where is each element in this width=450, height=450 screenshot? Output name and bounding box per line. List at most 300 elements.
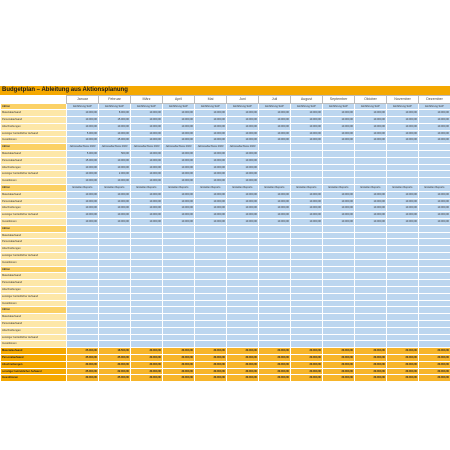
value-cell[interactable] (131, 293, 163, 300)
value-cell[interactable] (419, 273, 450, 280)
action-name-cell[interactable] (259, 307, 291, 314)
action-name-cell[interactable]: Erstellen Reports (195, 185, 227, 192)
value-cell[interactable] (227, 239, 259, 246)
value-cell[interactable] (419, 327, 450, 334)
value-cell[interactable]: 10.000,00 (131, 219, 163, 226)
value-cell[interactable]: 10.000,00 (195, 130, 227, 137)
value-cell[interactable] (419, 259, 450, 266)
value-cell[interactable] (419, 178, 450, 185)
action-name-cell[interactable]: Erstellen Reports (291, 185, 323, 192)
action-name-cell[interactable] (355, 266, 387, 273)
value-cell[interactable] (163, 232, 195, 239)
value-cell[interactable] (131, 259, 163, 266)
value-cell[interactable]: 10.000,00 (259, 117, 291, 124)
value-cell[interactable] (195, 334, 227, 341)
action-name-cell[interactable] (291, 225, 323, 232)
value-cell[interactable]: 10.000,00 (323, 198, 355, 205)
value-cell[interactable] (419, 246, 450, 253)
value-cell[interactable]: 15.000,00 (67, 157, 99, 164)
value-cell[interactable]: 10.000,00 (195, 157, 227, 164)
value-cell[interactable] (291, 280, 323, 287)
action-name-cell[interactable] (291, 144, 323, 151)
value-cell[interactable] (131, 273, 163, 280)
action-name-cell[interactable]: Einführung SAP (99, 103, 131, 110)
value-cell[interactable]: 10.000,00 (323, 117, 355, 124)
value-cell[interactable] (323, 273, 355, 280)
action-name-cell[interactable]: Erstellen Reports (419, 185, 450, 192)
value-cell[interactable] (195, 287, 227, 294)
value-cell[interactable]: 10.000,00 (323, 123, 355, 130)
value-cell[interactable] (99, 287, 131, 294)
value-cell[interactable]: 10.000,00 (195, 178, 227, 185)
month-header-10[interactable]: Oktober (355, 96, 387, 104)
value-cell[interactable] (355, 246, 387, 253)
value-cell[interactable]: 10.000,00 (67, 123, 99, 130)
action-name-cell[interactable] (163, 307, 195, 314)
value-cell[interactable] (387, 239, 419, 246)
value-cell[interactable]: 10.000,00 (67, 219, 99, 226)
value-cell[interactable] (163, 287, 195, 294)
value-cell[interactable] (163, 334, 195, 341)
value-cell[interactable]: 10.000,00 (291, 219, 323, 226)
value-cell[interactable] (323, 259, 355, 266)
action-name-cell[interactable] (195, 307, 227, 314)
value-cell[interactable] (291, 246, 323, 253)
value-cell[interactable] (419, 314, 450, 321)
value-cell[interactable] (323, 334, 355, 341)
value-cell[interactable] (419, 239, 450, 246)
value-cell[interactable]: 10.000,00 (291, 198, 323, 205)
value-cell[interactable] (291, 314, 323, 321)
value-cell[interactable] (291, 334, 323, 341)
value-cell[interactable]: 10.000,00 (355, 198, 387, 205)
value-cell[interactable] (259, 280, 291, 287)
value-cell[interactable]: 10.000,00 (259, 137, 291, 144)
value-cell[interactable]: 10.000,00 (163, 171, 195, 178)
value-cell[interactable]: 10.000,00 (291, 212, 323, 219)
value-cell[interactable] (195, 259, 227, 266)
value-cell[interactable] (67, 232, 99, 239)
action-name-cell[interactable]: Einführung SAP (291, 103, 323, 110)
value-cell[interactable]: 10.000,00 (227, 130, 259, 137)
value-cell[interactable] (291, 164, 323, 171)
value-cell[interactable] (419, 151, 450, 158)
value-cell[interactable]: 10.000,00 (259, 191, 291, 198)
value-cell[interactable]: 10.000,00 (195, 171, 227, 178)
value-cell[interactable] (323, 239, 355, 246)
value-cell[interactable] (99, 334, 131, 341)
month-header-9[interactable]: September (323, 96, 355, 104)
value-cell[interactable]: 10.000,00 (227, 219, 259, 226)
action-name-cell[interactable] (355, 144, 387, 151)
month-header-11[interactable]: November (387, 96, 419, 104)
value-cell[interactable]: 15.000,00 (99, 117, 131, 124)
value-cell[interactable]: 5.000,00 (67, 151, 99, 158)
action-name-cell[interactable]: Einführung SAP (259, 103, 291, 110)
value-cell[interactable] (227, 273, 259, 280)
value-cell[interactable] (291, 273, 323, 280)
value-cell[interactable]: 10.000,00 (227, 212, 259, 219)
value-cell[interactable]: 10.000,00 (419, 137, 450, 144)
value-cell[interactable] (163, 293, 195, 300)
value-cell[interactable]: 10.000,00 (67, 171, 99, 178)
value-cell[interactable]: 10.000,00 (195, 151, 227, 158)
action-name-cell[interactable] (163, 225, 195, 232)
action-name-cell[interactable] (99, 225, 131, 232)
value-cell[interactable] (291, 178, 323, 185)
value-cell[interactable]: 10.000,00 (387, 205, 419, 212)
value-cell[interactable] (259, 259, 291, 266)
value-cell[interactable]: 10.000,00 (99, 130, 131, 137)
value-cell[interactable]: 10.000,00 (259, 130, 291, 137)
value-cell[interactable] (291, 232, 323, 239)
month-header-2[interactable]: Februar (99, 96, 131, 104)
action-name-cell[interactable] (291, 266, 323, 273)
value-cell[interactable] (259, 246, 291, 253)
action-name-cell[interactable]: Erstellen Reports (99, 185, 131, 192)
action-name-cell[interactable]: Jahresabschluss 2023 (131, 144, 163, 151)
action-name-cell[interactable]: Erstellen Reports (227, 185, 259, 192)
value-cell[interactable]: 10.000,00 (323, 219, 355, 226)
value-cell[interactable]: 10.000,00 (419, 198, 450, 205)
value-cell[interactable]: 10.000,00 (323, 205, 355, 212)
value-cell[interactable] (99, 253, 131, 260)
value-cell[interactable]: 10.000,00 (259, 212, 291, 219)
value-cell[interactable]: 10.000,00 (67, 198, 99, 205)
action-name-cell[interactable] (323, 225, 355, 232)
value-cell[interactable]: 10.000,00 (419, 110, 450, 117)
value-cell[interactable]: 10.000,00 (99, 219, 131, 226)
value-cell[interactable] (419, 280, 450, 287)
value-cell[interactable]: 10.000,00 (163, 151, 195, 158)
value-cell[interactable]: 10.000,00 (163, 212, 195, 219)
value-cell[interactable] (67, 321, 99, 328)
value-cell[interactable] (355, 273, 387, 280)
action-name-cell[interactable]: Erstellen Reports (355, 185, 387, 192)
value-cell[interactable] (355, 259, 387, 266)
value-cell[interactable] (259, 341, 291, 348)
value-cell[interactable] (99, 293, 131, 300)
value-cell[interactable]: 10.000,00 (291, 205, 323, 212)
value-cell[interactable] (355, 293, 387, 300)
action-name-cell[interactable] (67, 266, 99, 273)
action-name-cell[interactable] (259, 225, 291, 232)
action-name-cell[interactable] (419, 307, 450, 314)
value-cell[interactable] (227, 232, 259, 239)
value-cell[interactable] (227, 300, 259, 307)
value-cell[interactable]: 10.000,00 (355, 110, 387, 117)
value-cell[interactable]: 10.000,00 (131, 164, 163, 171)
value-cell[interactable]: 10.000,00 (195, 110, 227, 117)
value-cell[interactable] (387, 314, 419, 321)
value-cell[interactable] (419, 334, 450, 341)
value-cell[interactable] (163, 253, 195, 260)
value-cell[interactable] (259, 273, 291, 280)
value-cell[interactable] (227, 259, 259, 266)
value-cell[interactable]: 500,00 (99, 151, 131, 158)
value-cell[interactable] (195, 253, 227, 260)
action-name-cell[interactable]: Jahresabschluss 2023 (163, 144, 195, 151)
value-cell[interactable] (131, 341, 163, 348)
value-cell[interactable]: 10.000,00 (163, 198, 195, 205)
value-cell[interactable]: 10.000,00 (259, 219, 291, 226)
value-cell[interactable] (195, 239, 227, 246)
value-cell[interactable] (227, 287, 259, 294)
value-cell[interactable] (131, 253, 163, 260)
action-name-cell[interactable]: Jahresabschluss 2023 (195, 144, 227, 151)
value-cell[interactable]: 10.000,00 (259, 110, 291, 117)
value-cell[interactable] (99, 239, 131, 246)
value-cell[interactable] (227, 280, 259, 287)
value-cell[interactable]: 10.000,00 (387, 212, 419, 219)
value-cell[interactable] (387, 246, 419, 253)
value-cell[interactable]: 10.000,00 (323, 212, 355, 219)
value-cell[interactable]: 10.000,00 (131, 137, 163, 144)
action-name-cell[interactable] (131, 266, 163, 273)
value-cell[interactable]: 10.000,00 (291, 110, 323, 117)
action-name-cell[interactable] (323, 307, 355, 314)
value-cell[interactable] (355, 239, 387, 246)
value-cell[interactable]: 10.000,00 (195, 205, 227, 212)
value-cell[interactable]: 10.000,00 (195, 123, 227, 130)
value-cell[interactable] (259, 171, 291, 178)
value-cell[interactable] (355, 300, 387, 307)
action-name-cell[interactable]: Erstellen Reports (131, 185, 163, 192)
value-cell[interactable]: 10.000,00 (67, 191, 99, 198)
action-name-cell[interactable]: Jahresabschluss 2023 (99, 144, 131, 151)
value-cell[interactable] (67, 280, 99, 287)
value-cell[interactable]: 10.000,00 (227, 198, 259, 205)
value-cell[interactable]: 5.000,00 (67, 130, 99, 137)
value-cell[interactable] (99, 327, 131, 334)
value-cell[interactable] (195, 246, 227, 253)
value-cell[interactable] (195, 273, 227, 280)
value-cell[interactable] (227, 246, 259, 253)
value-cell[interactable]: 10.000,00 (355, 219, 387, 226)
action-name-cell[interactable] (67, 307, 99, 314)
value-cell[interactable]: 10.000,00 (355, 123, 387, 130)
value-cell[interactable] (355, 178, 387, 185)
value-cell[interactable] (99, 246, 131, 253)
value-cell[interactable] (227, 341, 259, 348)
value-cell[interactable] (259, 239, 291, 246)
value-cell[interactable] (195, 327, 227, 334)
action-name-cell[interactable]: Einführung SAP (67, 103, 99, 110)
value-cell[interactable]: 10.000,00 (419, 123, 450, 130)
value-cell[interactable] (291, 300, 323, 307)
value-cell[interactable]: 10.000,00 (227, 178, 259, 185)
value-cell[interactable]: 10.000,00 (131, 157, 163, 164)
value-cell[interactable] (291, 253, 323, 260)
value-cell[interactable] (163, 246, 195, 253)
action-name-cell[interactable]: Erstellen Reports (67, 185, 99, 192)
value-cell[interactable]: 10.000,00 (419, 117, 450, 124)
value-cell[interactable] (163, 321, 195, 328)
value-cell[interactable]: 10.000,00 (227, 191, 259, 198)
month-header-12[interactable]: Dezember (419, 96, 450, 104)
value-cell[interactable]: 10.000,00 (259, 123, 291, 130)
value-cell[interactable]: 10.000,00 (195, 137, 227, 144)
action-name-cell[interactable]: Einführung SAP (355, 103, 387, 110)
value-cell[interactable] (99, 273, 131, 280)
value-cell[interactable]: 8.000,00 (99, 110, 131, 117)
value-cell[interactable] (291, 293, 323, 300)
value-cell[interactable] (259, 151, 291, 158)
value-cell[interactable] (387, 287, 419, 294)
value-cell[interactable] (323, 246, 355, 253)
value-cell[interactable] (99, 314, 131, 321)
action-name-cell[interactable] (131, 307, 163, 314)
value-cell[interactable] (131, 314, 163, 321)
value-cell[interactable]: 10.000,00 (291, 191, 323, 198)
value-cell[interactable] (163, 259, 195, 266)
action-name-cell[interactable]: Jahresabschluss 2023 (67, 144, 99, 151)
value-cell[interactable]: 10.000,00 (291, 130, 323, 137)
action-name-cell[interactable] (227, 307, 259, 314)
action-name-cell[interactable] (67, 225, 99, 232)
value-cell[interactable] (131, 232, 163, 239)
value-cell[interactable]: 10.000,00 (67, 137, 99, 144)
value-cell[interactable] (323, 178, 355, 185)
value-cell[interactable] (227, 314, 259, 321)
value-cell[interactable]: 10.000,00 (195, 219, 227, 226)
value-cell[interactable] (259, 327, 291, 334)
value-cell[interactable]: 10.000,00 (387, 219, 419, 226)
value-cell[interactable] (291, 151, 323, 158)
value-cell[interactable] (355, 171, 387, 178)
value-cell[interactable] (355, 327, 387, 334)
value-cell[interactable] (227, 327, 259, 334)
value-cell[interactable] (99, 280, 131, 287)
value-cell[interactable]: 10.000,00 (323, 137, 355, 144)
value-cell[interactable] (163, 341, 195, 348)
value-cell[interactable] (131, 300, 163, 307)
action-name-cell[interactable] (387, 307, 419, 314)
value-cell[interactable] (67, 300, 99, 307)
value-cell[interactable] (163, 239, 195, 246)
value-cell[interactable] (227, 321, 259, 328)
value-cell[interactable] (259, 164, 291, 171)
value-cell[interactable] (419, 164, 450, 171)
value-cell[interactable] (355, 232, 387, 239)
value-cell[interactable]: 10.000,00 (227, 205, 259, 212)
value-cell[interactable] (163, 314, 195, 321)
action-name-cell[interactable] (419, 225, 450, 232)
value-cell[interactable]: 10.000,00 (227, 157, 259, 164)
action-name-cell[interactable] (291, 307, 323, 314)
value-cell[interactable] (163, 273, 195, 280)
value-cell[interactable]: 10.000,00 (355, 130, 387, 137)
value-cell[interactable] (99, 300, 131, 307)
value-cell[interactable] (323, 232, 355, 239)
value-cell[interactable] (419, 321, 450, 328)
value-cell[interactable] (323, 327, 355, 334)
value-cell[interactable]: 10.000,00 (291, 117, 323, 124)
value-cell[interactable]: 2.000,00 (99, 171, 131, 178)
month-header-6[interactable]: Juni (227, 96, 259, 104)
value-cell[interactable] (195, 300, 227, 307)
value-cell[interactable] (387, 334, 419, 341)
value-cell[interactable]: 10.000,00 (323, 130, 355, 137)
value-cell[interactable] (259, 314, 291, 321)
value-cell[interactable] (227, 253, 259, 260)
value-cell[interactable]: 10.000,00 (131, 178, 163, 185)
value-cell[interactable]: 10.000,00 (355, 212, 387, 219)
action-name-cell[interactable]: Erstellen Reports (387, 185, 419, 192)
action-name-cell[interactable]: Einführung SAP (195, 103, 227, 110)
action-name-cell[interactable] (195, 266, 227, 273)
value-cell[interactable]: 10.000,00 (163, 157, 195, 164)
value-cell[interactable]: 10.000,00 (227, 164, 259, 171)
value-cell[interactable] (195, 280, 227, 287)
value-cell[interactable]: 10.000,00 (131, 110, 163, 117)
value-cell[interactable]: 10.000,00 (163, 130, 195, 137)
value-cell[interactable] (131, 334, 163, 341)
value-cell[interactable]: 10.000,00 (355, 117, 387, 124)
action-name-cell[interactable] (99, 307, 131, 314)
value-cell[interactable] (227, 293, 259, 300)
value-cell[interactable]: 10.000,00 (99, 205, 131, 212)
value-cell[interactable]: 10.000,00 (227, 137, 259, 144)
value-cell[interactable]: 10.000,00 (227, 110, 259, 117)
value-cell[interactable] (387, 280, 419, 287)
action-name-cell[interactable]: Einführung SAP (131, 103, 163, 110)
value-cell[interactable] (355, 151, 387, 158)
value-cell[interactable]: 10.000,00 (131, 191, 163, 198)
value-cell[interactable]: 10.000,00 (227, 151, 259, 158)
value-cell[interactable] (323, 164, 355, 171)
value-cell[interactable]: 10.000,00 (419, 205, 450, 212)
value-cell[interactable]: 10.000,00 (99, 157, 131, 164)
value-cell[interactable] (131, 321, 163, 328)
value-cell[interactable] (387, 232, 419, 239)
value-cell[interactable] (387, 259, 419, 266)
month-header-7[interactable]: Juli (259, 96, 291, 104)
action-name-cell[interactable] (355, 225, 387, 232)
value-cell[interactable]: 10.000,00 (131, 205, 163, 212)
action-name-cell[interactable] (131, 225, 163, 232)
value-cell[interactable] (323, 151, 355, 158)
value-cell[interactable]: 10.000,00 (355, 191, 387, 198)
value-cell[interactable] (131, 246, 163, 253)
action-name-cell[interactable] (387, 144, 419, 151)
value-cell[interactable] (323, 253, 355, 260)
value-cell[interactable] (355, 334, 387, 341)
value-cell[interactable] (67, 327, 99, 334)
action-name-cell[interactable]: Einführung SAP (323, 103, 355, 110)
value-cell[interactable]: 10.000,00 (387, 191, 419, 198)
value-cell[interactable] (67, 259, 99, 266)
value-cell[interactable]: 10.000,00 (99, 164, 131, 171)
value-cell[interactable]: 10.000,00 (163, 219, 195, 226)
value-cell[interactable] (387, 273, 419, 280)
value-cell[interactable] (419, 300, 450, 307)
value-cell[interactable]: 10.000,00 (259, 198, 291, 205)
value-cell[interactable] (67, 293, 99, 300)
value-cell[interactable]: 10.000,00 (355, 205, 387, 212)
value-cell[interactable] (419, 287, 450, 294)
value-cell[interactable] (99, 232, 131, 239)
value-cell[interactable]: 10.000,00 (227, 123, 259, 130)
value-cell[interactable] (323, 157, 355, 164)
value-cell[interactable] (387, 341, 419, 348)
action-name-cell[interactable]: Erstellen Reports (259, 185, 291, 192)
action-name-cell[interactable] (259, 266, 291, 273)
value-cell[interactable] (387, 157, 419, 164)
value-cell[interactable]: 10.000,00 (99, 191, 131, 198)
value-cell[interactable]: 10.000,00 (67, 205, 99, 212)
value-cell[interactable] (195, 232, 227, 239)
